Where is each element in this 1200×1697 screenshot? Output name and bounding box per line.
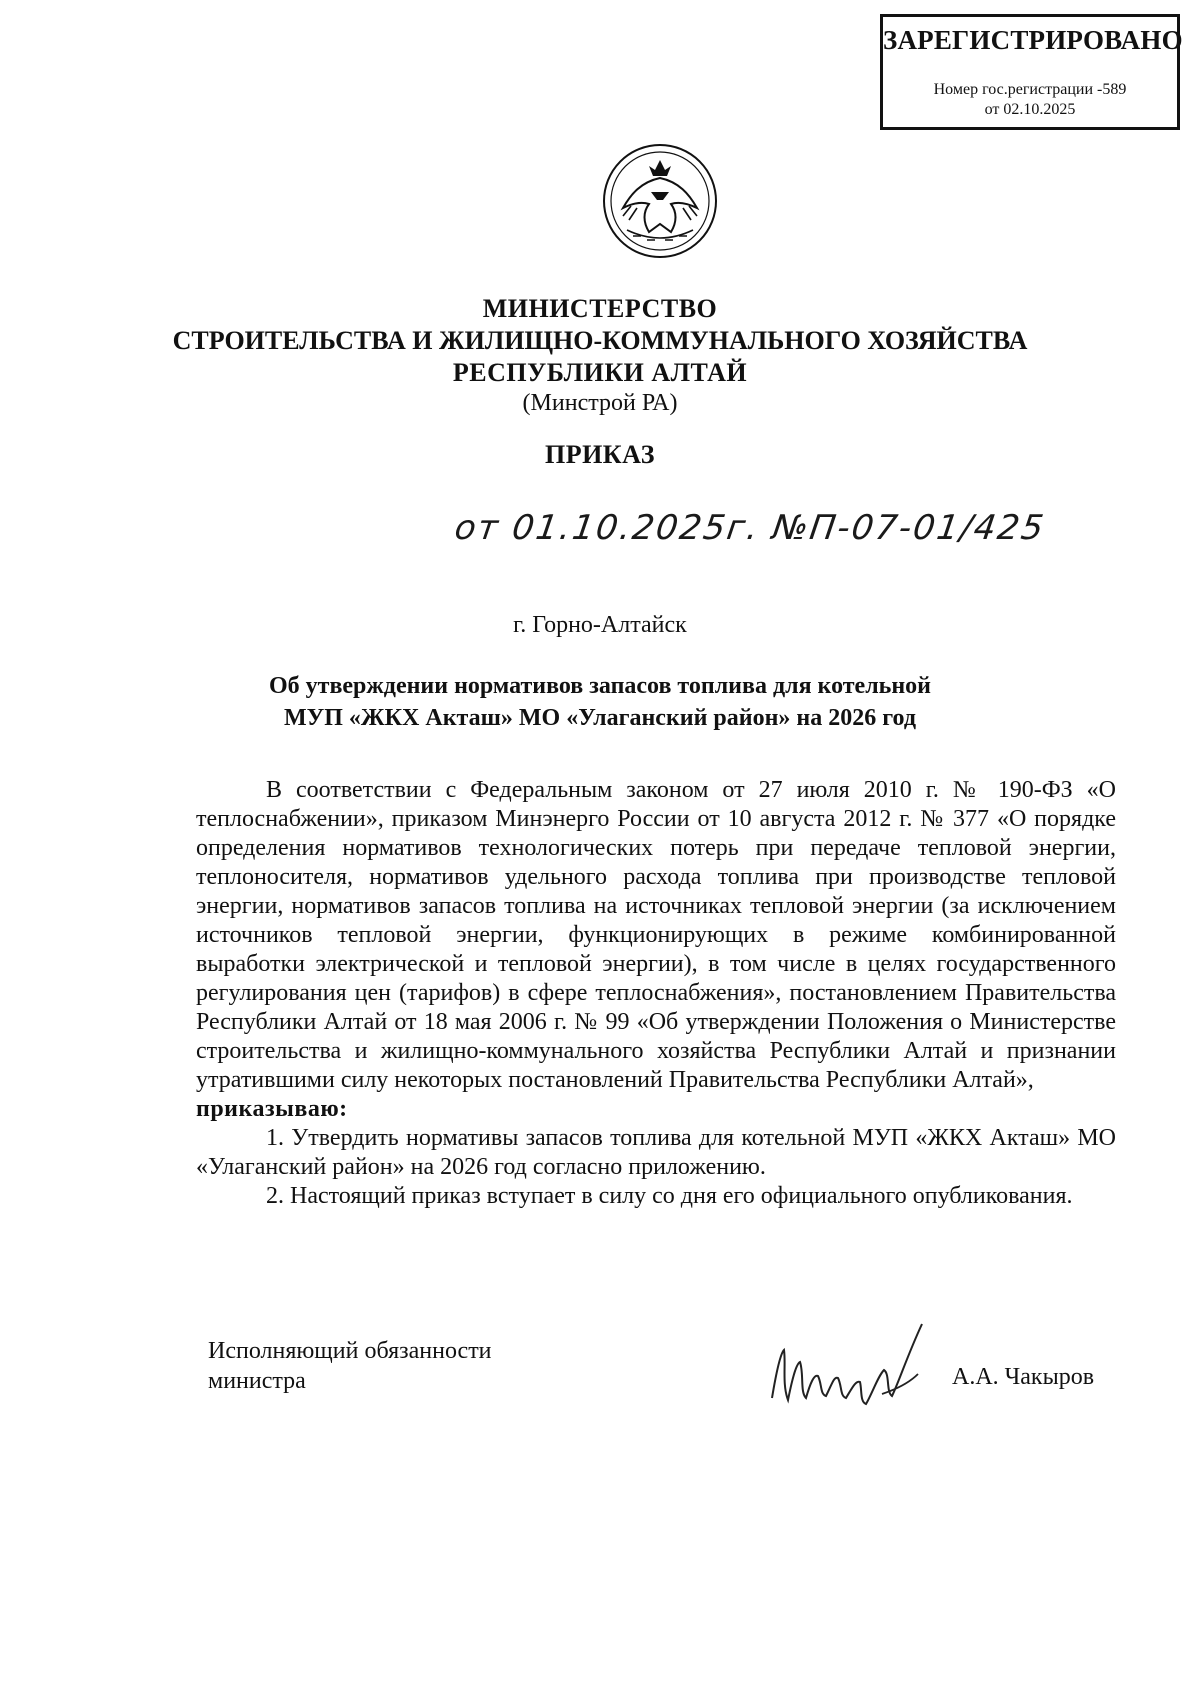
preamble-paragraph: В соответствии с Федеральным законом от 27 июля 2010 г. № 190-ФЗ «О теплоснабжении», приказом Минэнерго России от 10 августа 2012 г. № 377 «О порядке определения нормативов технологических потерь при передаче тепловой энергии, теплоносителя, нормативов удельного расхода топлива при производстве тепловой энергии, нормативов запасов топлива на источниках тепловой энергии (за исключением источников тепловой энергии, функционирующих в режиме комбинированной выработки электрической и тепловой энергии), в том числе в целях государственного регулирования цен (тарифов) в сфере теплоснабжения», постановлением Правительства Республики Алтай от 18 мая 2006 г. № 99 «Об утверждении Положения о Министерстве строительства и жилищно-коммунального хозяйства Республики Алтай и признании утратившими силу некоторых постановлений Правительства Республики Алтай», bbox=[196, 777, 1116, 1093]
order-date-number: от 01.10.2025г. №П-07-01/425 bbox=[452, 508, 1048, 548]
subject-line1: Об утверждении нормативов запасов топлива для котельной bbox=[268, 673, 931, 699]
ministry-name-line1: МИНИСТЕРСТВО bbox=[482, 294, 718, 323]
ministry-short-name: (Минстрой РА) bbox=[522, 390, 678, 416]
registration-number: Номер гос.регистрации -589 bbox=[933, 81, 1127, 98]
order-title: ПРИКАЗ bbox=[544, 440, 656, 469]
signer-name: А.А. Чакыров bbox=[952, 1364, 1095, 1390]
registration-date: от 02.10.2025 bbox=[984, 101, 1076, 118]
signer-position-line1: Исполняющий обязанности bbox=[208, 1338, 492, 1364]
order-subject bbox=[0, 670, 1200, 734]
signer-position bbox=[208, 1336, 492, 1396]
ministry-name-line2: СТРОИТЕЛЬСТВА И ЖИЛИЩНО-КОММУНАЛЬНОГО ХОЗЯЙСТВА bbox=[172, 326, 1028, 355]
signature-icon bbox=[762, 1314, 948, 1414]
registration-stamp bbox=[880, 14, 1183, 130]
coat-of-arms-icon bbox=[601, 142, 719, 260]
registration-title: ЗАРЕГИСТРИРОВАНО bbox=[883, 25, 1183, 55]
order-item-1: 1. Утвердить нормативы запасов топлива для котельной МУП «ЖКХ Акташ» МО «Улаганский район» на 2026 год согласно приложению. bbox=[196, 1125, 1116, 1180]
order-body bbox=[196, 776, 1116, 1211]
decree-word: приказываю: bbox=[196, 1096, 348, 1122]
ministry-name-line3: РЕСПУБЛИКИ АЛТАЙ bbox=[452, 358, 748, 387]
signer-position-line2: министра bbox=[208, 1368, 306, 1394]
order-item-2: 2. Настоящий приказ вступает в силу со дня его официального опубликования. bbox=[266, 1183, 1073, 1209]
city: г. Горно-Алтайск bbox=[513, 612, 687, 638]
subject-line2: МУП «ЖКХ Акташ» МО «Улаганский район» на 2026 год bbox=[283, 705, 917, 731]
